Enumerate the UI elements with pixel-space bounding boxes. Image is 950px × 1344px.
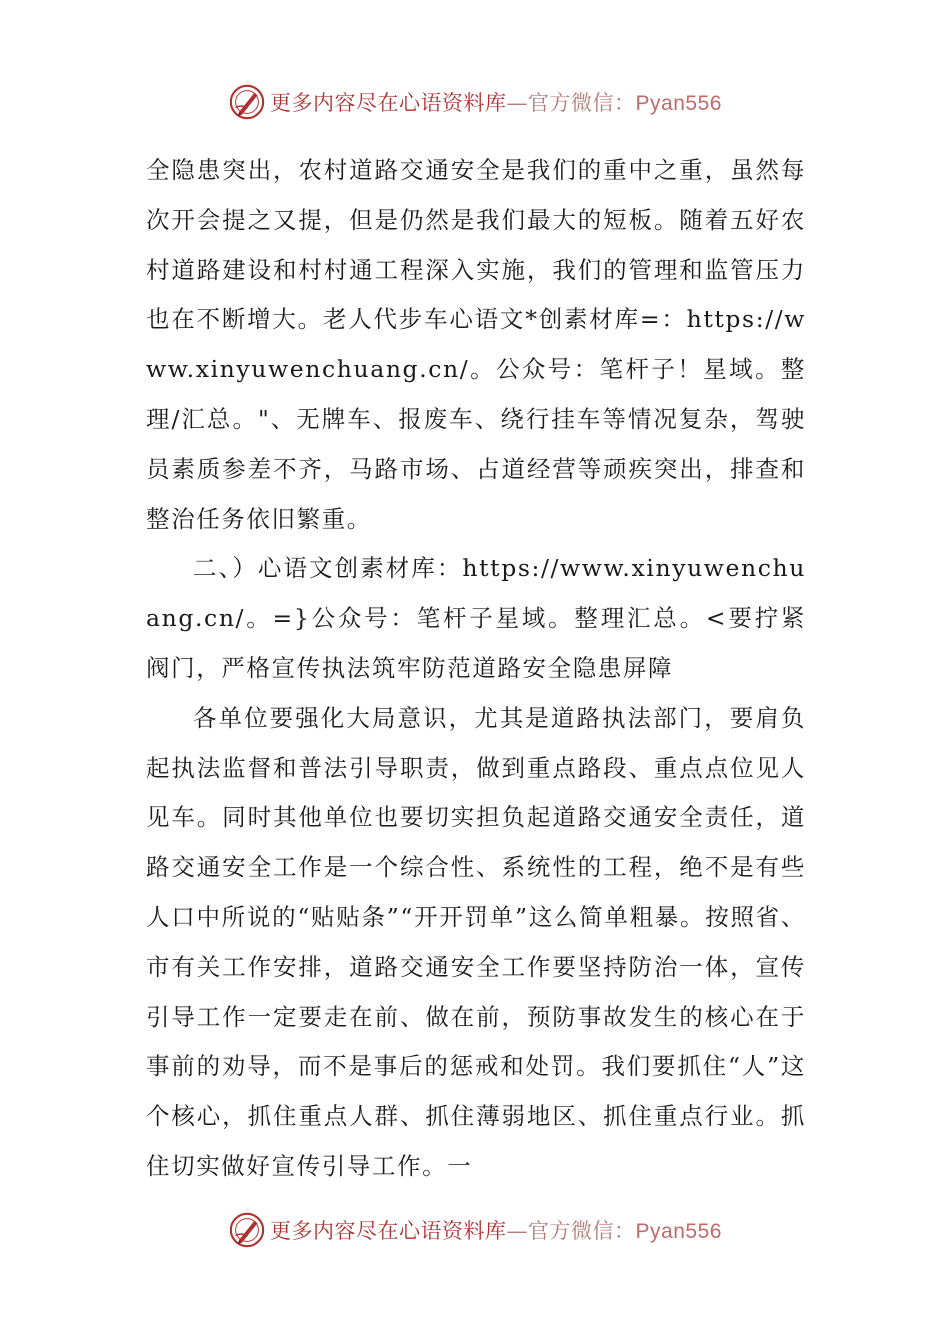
banner-site-text: 更多内容尽在心语资料库 xyxy=(270,1219,507,1243)
header-banner xyxy=(0,80,950,124)
paragraph-1: 全隐患突出，农村道路交通安全是我们的重中之重，虽然每次开会提之又提，但是仍然是我们最大的短板。随着五好农村道路建设和村村通工程深入实施，我们的管理和监管压力也在不断增大。老人代步车心语文*创素材库=：https://www.xinyuwenchuang.cn/。公众号：笔杆子！星域。整理/汇总。"、无牌车、报废车、绕行挂车等情况复杂，驾驶员素质参差不齐，马路市场、占道经营等顽疾突出，排查和整治任务依旧繁重。 xyxy=(146,156,806,533)
banner-dash: — xyxy=(506,1219,529,1243)
pen-logo-icon xyxy=(228,1211,266,1249)
banner-wechat-label: 官方微信： xyxy=(528,1219,636,1243)
paragraph-3: 各单位要强化大局意识，尤其是道路执法部门，要肩负起执法监督和普法引导职责，做到重点路段、重点点位见人见车。同时其他单位也要切实担负起道路交通安全责任，道路交通安全工作是一个综合性、系统性的工程，绝不是有些人口中所说的“贴贴条”“开开罚单”这么简单粗暴。按照省、市有关工作安排，道路交通安全工作要坚持防治一体，宣传引导工作一定要走在前、做在前，预防事故发生的核心在于事前的劝导，而不是事后的惩戒和处罚。我们要抓住“人”这个核心，抓住重点人群、抓住薄弱地区、抓住重点行业。抓住切实做好宣传引导工作。一 xyxy=(146,703,806,1180)
banner-dash: — xyxy=(506,91,529,115)
banner-site-text: 更多内容尽在心语资料库 xyxy=(270,91,507,115)
banner-wechat-label: 官方微信： xyxy=(528,91,636,115)
banner-wechat-id: Pyan556 xyxy=(635,1220,722,1243)
banner-text xyxy=(270,1215,722,1245)
document-body xyxy=(146,146,806,1192)
pen-logo-icon xyxy=(228,83,266,121)
banner-text xyxy=(270,87,722,117)
banner-wechat-id: Pyan556 xyxy=(635,92,722,115)
paragraph-2-heading: 二、）心语文创素材库：https://www.xinyuwenchuang.cn/。=}公众号：笔杆子星域。整理汇总。<要拧紧阀门，严格宣传执法筑牢防范道路安全隐患屏障 xyxy=(146,554,806,682)
footer-banner xyxy=(0,1208,950,1252)
